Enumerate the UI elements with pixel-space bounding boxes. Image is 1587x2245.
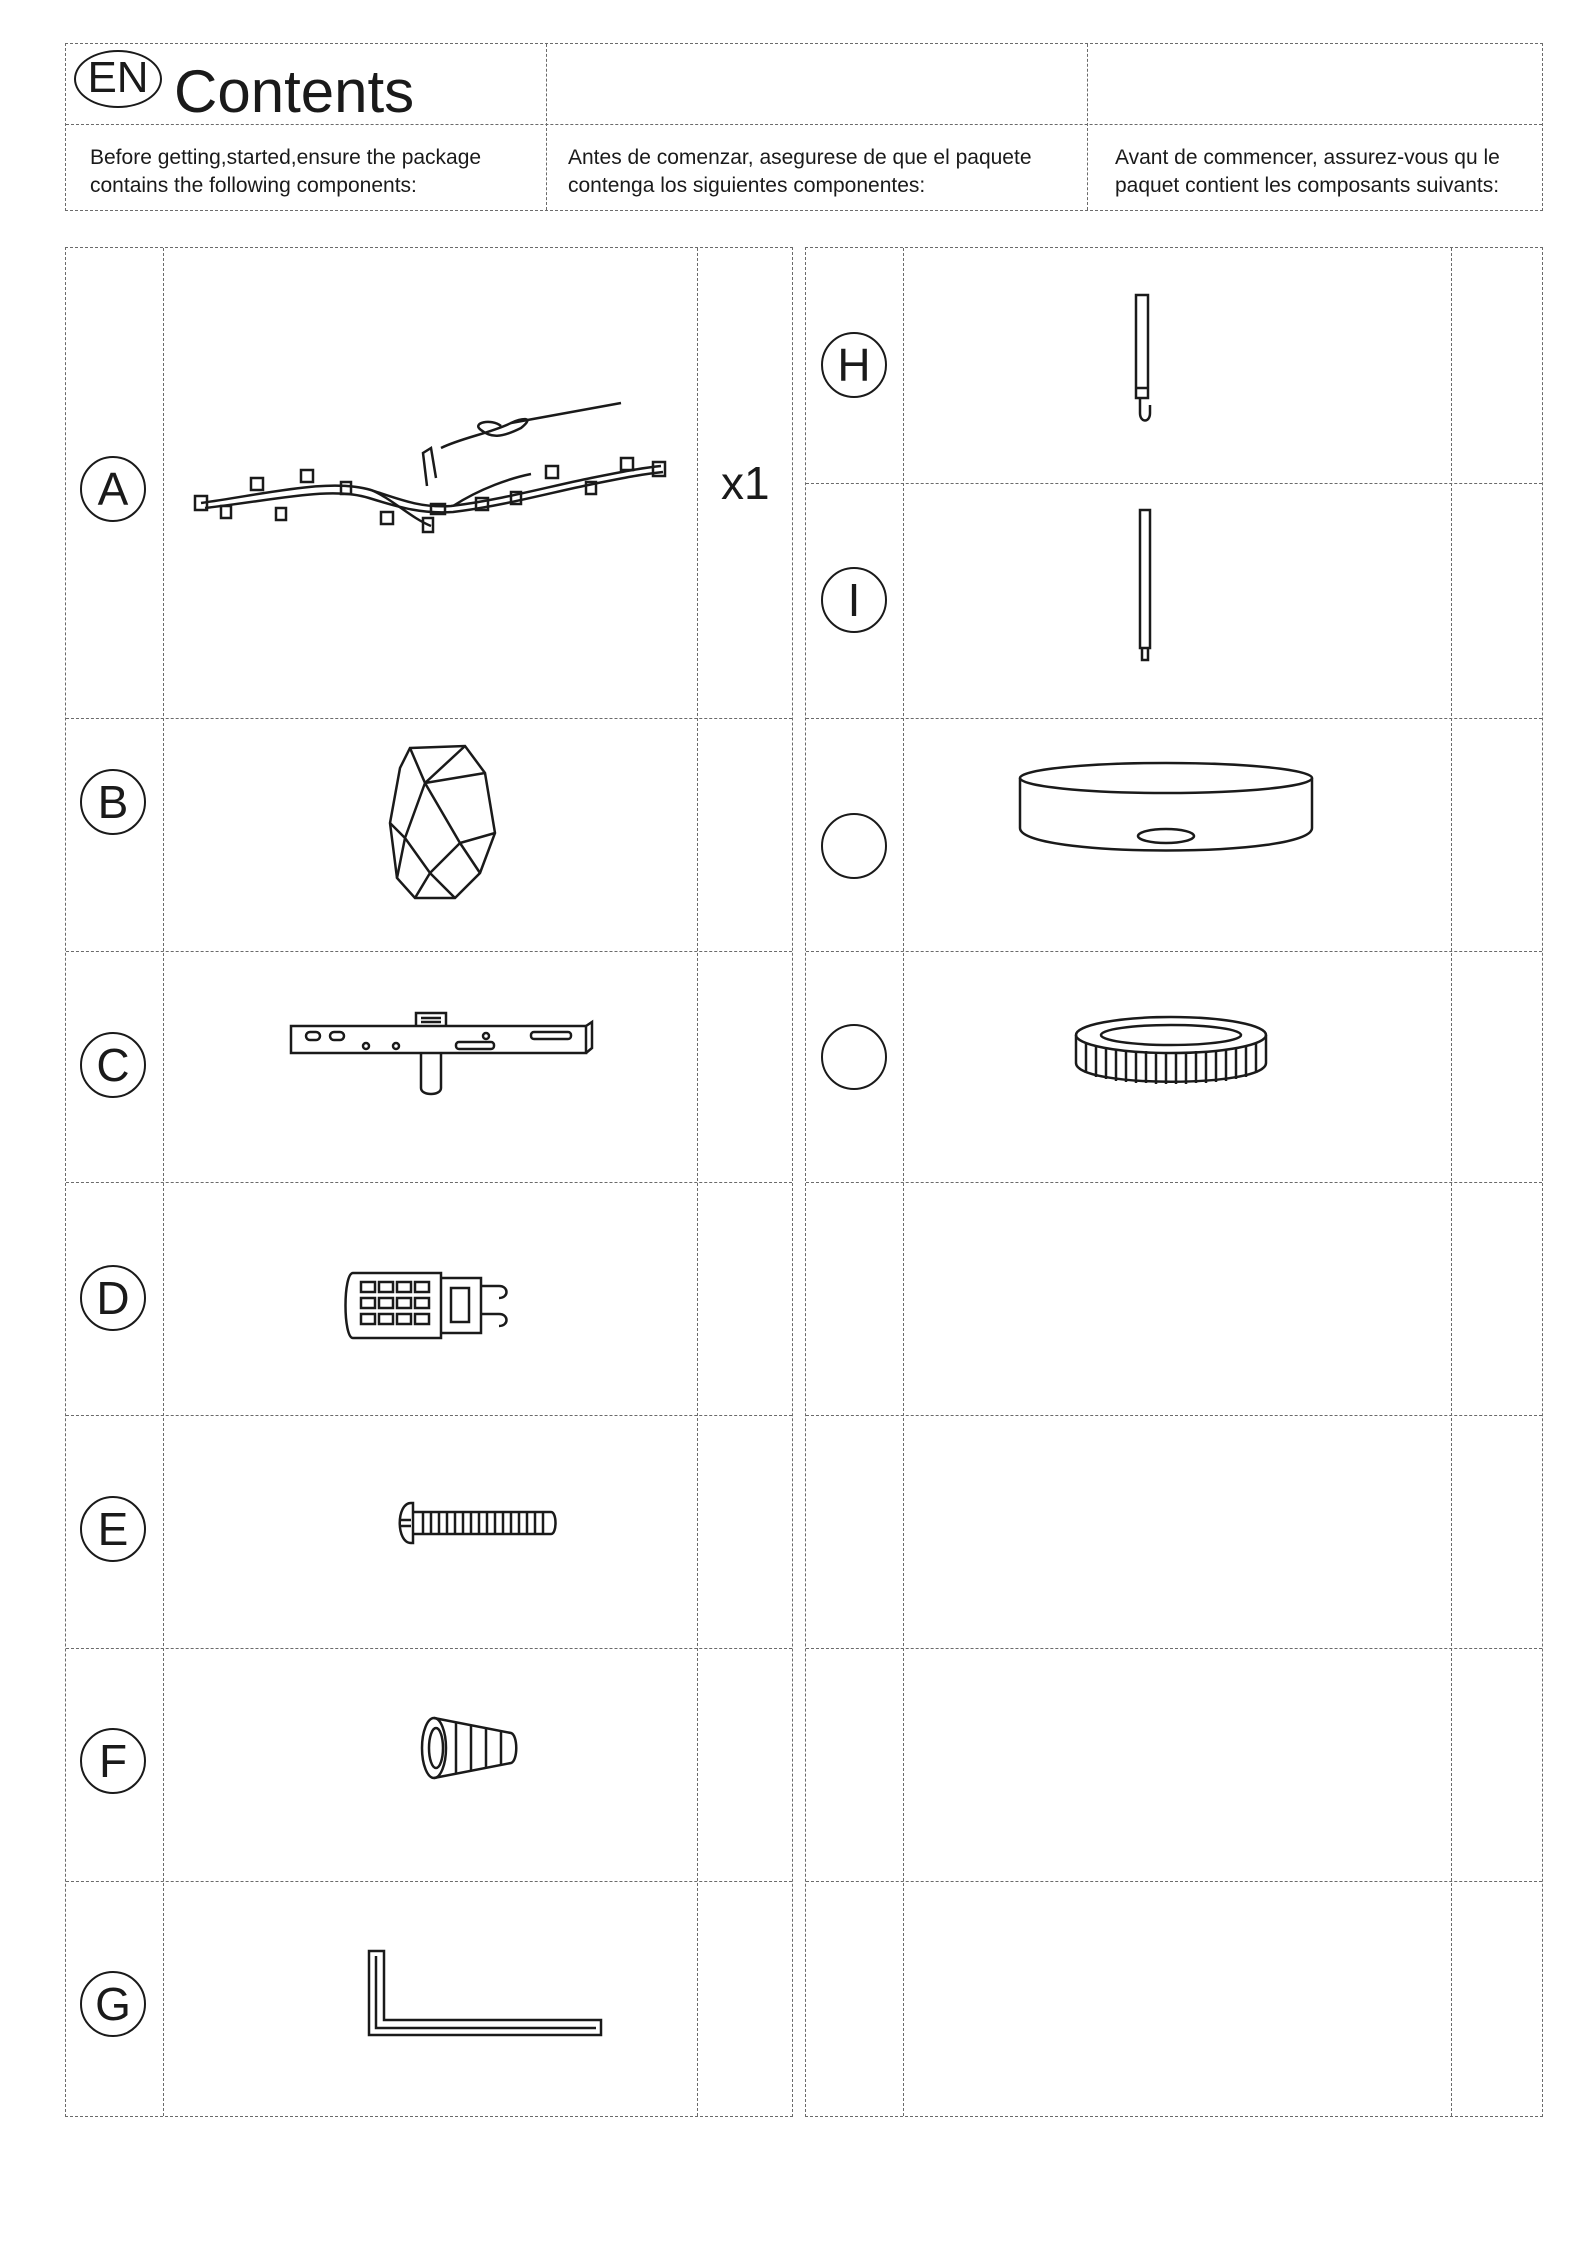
extension-rod-icon [1136,508,1156,663]
part-letter-ring [821,1024,887,1090]
part-qty-a: x1 [721,457,770,509]
part-letter-e: E [80,1496,146,1562]
part-letter-d: D [80,1265,146,1331]
screw-icon [391,1498,561,1548]
chandelier-frame-icon [191,408,671,548]
intro-french: Avant de commencer, assurez-vous qu le paquet contient les composants suivants: [1115,146,1500,197]
wire-nut-icon [416,1703,536,1793]
page-title: Contents [174,58,415,125]
contents-header [65,43,1543,211]
intro-english: Before getting,started,ensure the package contains the following components: [90,146,482,197]
part-letter-h: H [821,332,887,398]
language-badge: EN [74,50,162,108]
part-letter-i: I [821,567,887,633]
part-letter-c: C [80,1032,146,1098]
parts-table-right [805,247,1543,2117]
g9-bulb-icon [341,1268,531,1348]
lock-nut-ring-icon [1071,1013,1271,1093]
mounting-bracket-icon [286,1018,596,1098]
hook-rod-icon [1128,293,1158,428]
part-letter-f: F [80,1728,146,1794]
allen-key-icon [366,1948,606,2043]
parts-table-left [65,247,793,2117]
canopy-icon [1016,758,1316,858]
part-letter-b: B [80,769,146,835]
glass-shade-icon [385,743,505,908]
intro-spanish: Antes de comenzar, asegurese de que el paquete contenga los siguientes componentes: [568,146,1032,197]
part-letter-g: G [80,1971,146,2037]
part-letter-a: A [80,456,146,522]
part-letter-canopy [821,813,887,879]
